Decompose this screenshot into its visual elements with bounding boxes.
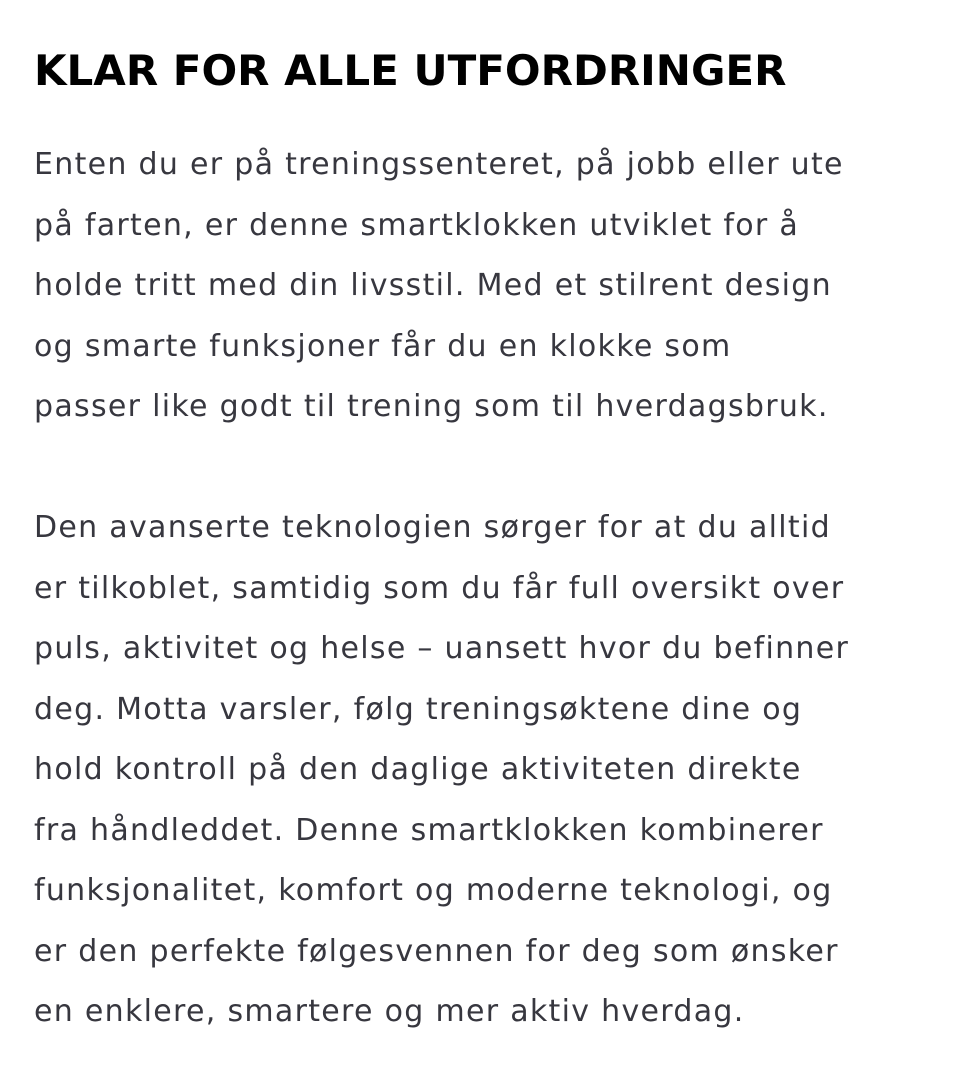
paragraph-line: er den perfekte følgesvennen for deg som ønsker [34, 933, 839, 969]
article-section [34, 40, 934, 1029]
paragraph-line: holde tritt med din livsstil. Med et stilrent design [34, 268, 832, 303]
paragraph-line: hold kontroll på den daglige aktiviteten direkte [34, 752, 802, 787]
paragraph-line: Enten du er på treningssenteret, på jobb eller ute [34, 147, 844, 182]
paragraph-line: funksjonalitet, komfort og moderne teknologi, og [34, 873, 833, 908]
paragraph-line: fra håndleddet. Denne smartklokken kombinerer [34, 812, 824, 848]
paragraph-line: og smarte funksjoner får du en klokke som [34, 328, 732, 364]
paragraph-line: en enklere, smartere og mer aktiv hverdag. [34, 994, 745, 1029]
intro-paragraph [34, 135, 844, 438]
paragraph-line: deg. Motta varsler, følg treningsøktene dine og [34, 691, 803, 727]
paragraph-line: på farten, er denne smartklokken utviklet for å [34, 207, 800, 243]
paragraph-line: passer like godt til trening som til hverdagsbruk. [34, 389, 829, 424]
paragraph-line: Den avanserte teknologien sørger for at du alltid [34, 510, 831, 545]
paragraph-line: er tilkoblet, samtidig som du får full oversikt over [34, 570, 845, 606]
paragraph-line: puls, aktivitet og helse – uansett hvor du befinner [34, 631, 850, 666]
section-heading: KLAR FOR ALLE UTFORDRINGER [34, 46, 787, 95]
body-paragraph [34, 498, 849, 1043]
